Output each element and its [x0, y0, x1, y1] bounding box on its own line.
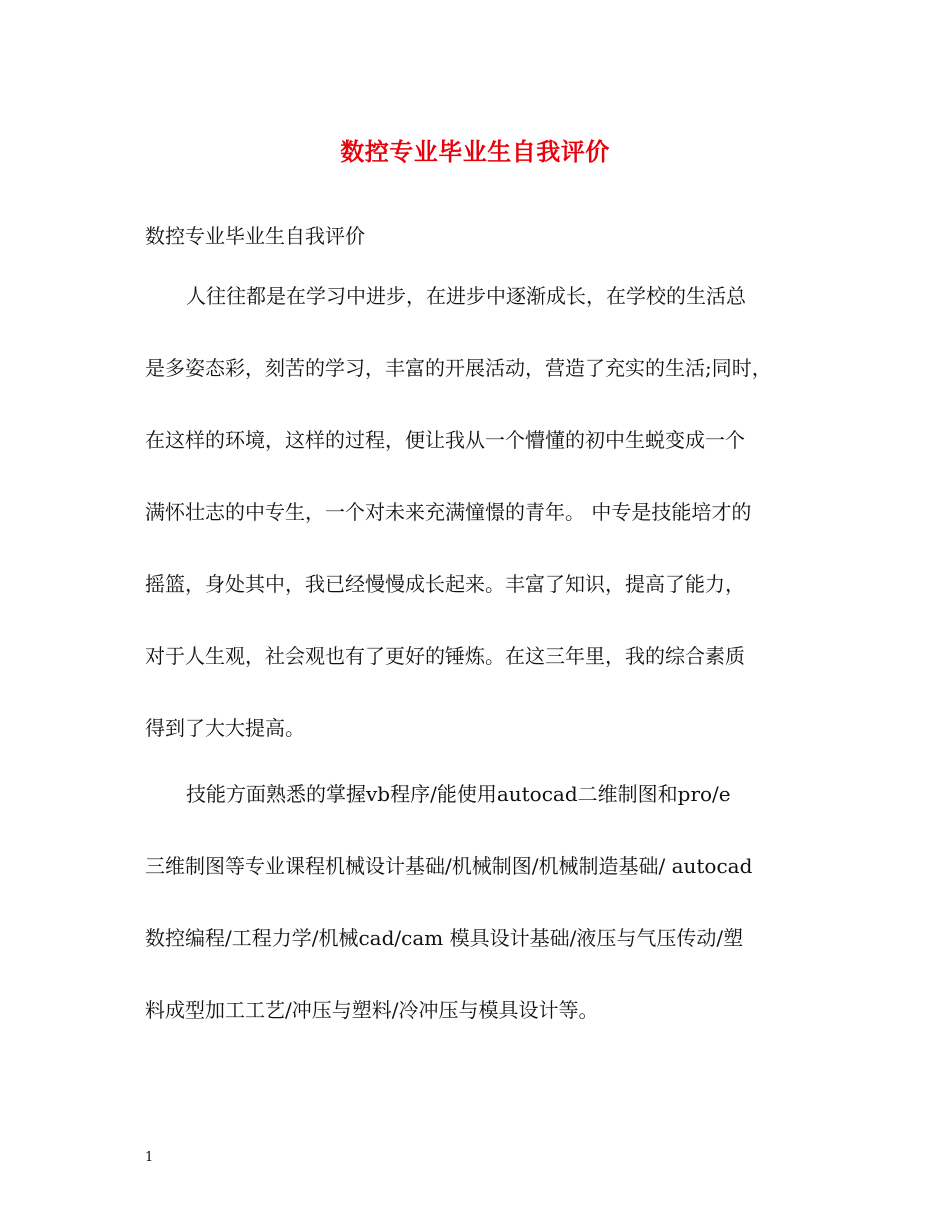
paragraph-2-line-2: 三维制图等专业课程机械设计基础/机械制图/机械制造基础/ autocad — [145, 854, 753, 878]
paragraph-1-line-6: 对于人生观，社会观也有了更好的锤炼。在这三年里，我的综合素质 — [145, 644, 745, 668]
paragraph-1-line-7: 得到了大大提高。 — [145, 716, 305, 740]
paragraph-1-line-4: 满怀壮志的中专生，一个对未来充满憧憬的青年。 中专是技能培才的 — [145, 500, 752, 524]
page-number: 1 — [145, 1150, 154, 1165]
paragraph-1-line-2: 是多姿态彩，刻苦的学习，丰富的开展活动，营造了充实的生活;同时， — [145, 356, 772, 380]
paragraph-2-line-3: 数控编程/工程力学/机械cad/cam 模具设计基础/液压与气压传动/塑 — [145, 926, 744, 950]
paragraph-1-line-5: 摇篮，身处其中，我已经慢慢成长起来。丰富了知识，提高了能力， — [145, 572, 745, 596]
paragraph-2-line-4: 料成型加工工艺/冲压与塑料/冷冲压与模具设计等。 — [145, 998, 599, 1022]
paragraph-1-line-1: 人往往都是在学习中进步，在进步中逐渐成长，在学校的生活总 — [186, 284, 746, 308]
document-subtitle: 数控专业毕业生自我评价 — [145, 224, 365, 248]
paragraph-1-line-3: 在这样的环境，这样的过程，便让我从一个懵懂的初中生蜕变成一个 — [145, 428, 745, 452]
document-title: 数控专业毕业生自我评价 — [340, 138, 610, 166]
paragraph-2-line-1: 技能方面熟悉的掌握vb程序/能使用autocad二维制图和pro/e — [186, 782, 731, 806]
